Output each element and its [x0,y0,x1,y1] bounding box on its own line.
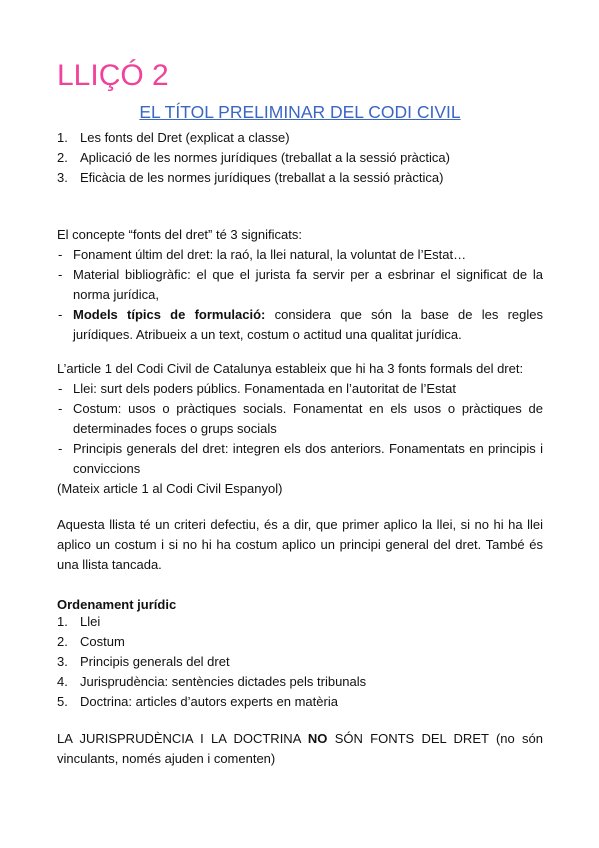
dash-bullet: - [58,247,63,262]
lesson-subtitle: EL TÍTOL PRELIMINAR DEL CODI CIVIL [139,102,461,122]
article-note: (Mateix article 1 al Codi Civil Espanyol) [57,481,283,496]
list-item: 2. Costum [57,634,125,649]
final-statement: LA JURISPRUDÈNCIA I LA DOCTRINA NO SÓN FONTS DEL DRET (no són vinculants, només ajuden i comenten) [57,731,543,766]
list-item: 3. Principis generals del dret [57,654,230,669]
list-item: - Principis generals del dret: integren els dos anteriors. Fonamentats en principis i conviccions [58,441,543,476]
list-item: 4. Jurisprudència: sentències dictades pels tribunals [57,674,367,689]
concept-list [57,245,543,345]
dash-bullet: - [58,441,63,456]
ordenament-heading: Ordenament jurídic [57,597,177,612]
article-intro: L’article 1 del Codi Civil de Catalunya estableix que hi ha 3 fonts formals del dret: [57,361,524,376]
emphasis-no: NO [307,731,328,746]
dash-bullet: - [58,267,63,282]
dash-bullet: - [58,381,63,396]
list-item: - Material bibliogràfic: el que el jurista fa servir per a esbrinar el significat de la norma jurídica, [58,267,543,302]
lesson-title: LLIÇÓ 2 [57,59,169,92]
list-item: 5. Doctrina: articles d’autors experts en matèria [57,694,338,709]
list-item: 1. Llei [57,614,101,629]
dash-bullet: - [58,307,63,322]
contents-list [57,128,450,188]
list-item: - Costum: usos o pràctiques socials. Fonamentat en els usos o pràctiques de determinades foces o grups socials [58,401,543,436]
list-item: - Fonament últim del dret: la raó, la llei natural, la voluntat de l’Estat… [57,245,543,265]
list-paragraph: Aquesta llista té un criteri defectiu, és a dir, que primer aplico la llei, si no hi ha llei aplico un costum i si no hi ha costum aplico un principi general del dret. També és una llista tancada. [57,517,543,572]
list-item: 3. Eficàcia de les normes jurídiques (treballat a la sessió pràctica) [57,170,444,185]
concept-intro: El concepte “fonts del dret” té 3 significats: [57,227,302,242]
ordenament-list [57,612,366,712]
list-item: 2. Aplicació de les normes jurídiques (treballat a la sessió pràctica) [57,150,450,165]
article-list [57,379,543,479]
list-item: 1. Les fonts del Dret (explicat a classe) [57,130,290,145]
dash-bullet: - [58,401,63,416]
list-item: - Llei: surt dels poders públics. Fonamentada en l’autoritat de l’Estat [57,379,543,399]
list-item: - Models típics de formulació: considera que són la base de les regles jurídiques. Atribueix a un text, costum o actitud una qualitat jurídica. [58,307,543,342]
